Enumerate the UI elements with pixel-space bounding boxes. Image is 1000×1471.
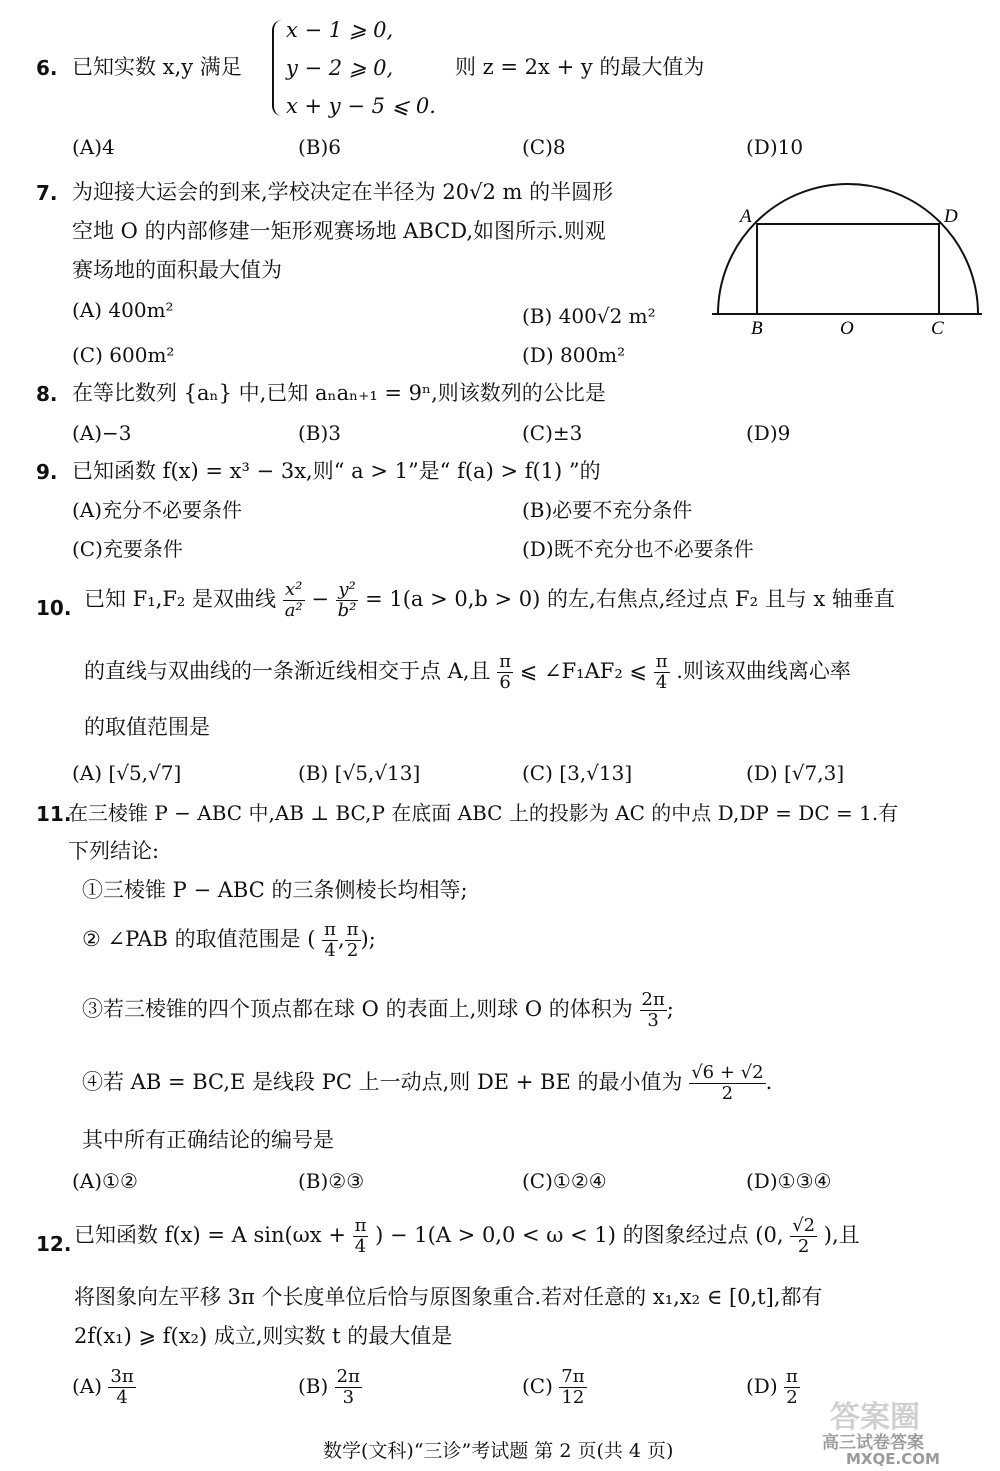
q10-number: 10. <box>36 596 72 620</box>
hyperbola-x-term: $\frac{\text{x²}}{\text{a²}}$ <box>284 579 303 621</box>
watermark-site: MXQE.COM <box>846 1450 940 1468</box>
option-a-fraction: $\frac{3\pi}{4}$ <box>110 1366 134 1408</box>
pi-over-2: $\frac{\pi}{2}$ <box>346 919 359 961</box>
q10-line-3: 的取值范围是 <box>84 715 210 739</box>
q6-option-d: (D)10 <box>746 135 804 159</box>
q12-line-2: 将图象向左平移 3π 个长度单位后恰与原图象重合.若对任意的 x₁,x₂ ∈ [0,t],都有 <box>74 1285 823 1309</box>
q7-option-b: (B) 400√2 m² <box>522 304 656 328</box>
label-a: A <box>740 206 752 227</box>
q7-line-3: 赛场地的面积最大值为 <box>72 258 282 282</box>
q7-option-a: (A) 400m² <box>72 298 174 322</box>
option-d-fraction: $\frac{\pi}{2}$ <box>786 1366 798 1408</box>
page-footer: 数学(文科)“三诊”考试题 第 2 页(共 4 页) <box>323 1440 674 1462</box>
q8-stem: 在等比数列 {aₙ} 中,已知 aₙaₙ₊₁ = 9ⁿ,则该数列的公比是 <box>72 381 606 405</box>
q6-number: 6. <box>36 56 58 80</box>
q12-line-3: 2f(x₁) ⩾ f(x₂) 成立,则实数 t 的最大值是 <box>74 1324 453 1348</box>
q9-option-d: (D)既不充分也不必要条件 <box>522 537 754 561</box>
label-c: C <box>931 318 944 339</box>
label-b: B <box>751 318 763 339</box>
q9-option-c: (C)充要条件 <box>72 537 183 561</box>
q11-option-a: (A)①② <box>72 1169 138 1193</box>
q6-option-a: (A)4 <box>72 135 115 159</box>
q7-line-1: 为迎接大运会的到来,学校决定在半径为 20√2 m 的半圆形 <box>72 180 614 204</box>
q6-stem: 已知实数 x,y 满足 <box>72 55 242 79</box>
q11-statement-1: ①三棱锥 P − ABC 的三条侧棱长均相等; <box>82 878 468 902</box>
q10-option-c: (C) [3,√13] <box>522 761 633 785</box>
q7-option-c: (C) 600m² <box>72 343 175 367</box>
q8-number: 8. <box>36 382 58 406</box>
q10-line-1 <box>84 580 895 621</box>
q10-option-a: (A) [√5,√7] <box>72 761 182 785</box>
min-value-fraction: $\frac{√6 + √2}{2}$ <box>691 1062 764 1104</box>
q6-option-c: (C)8 <box>522 135 566 159</box>
pi-over-6: $\frac{\pi}{6}$ <box>499 651 512 693</box>
q6-cond-3: x + y − 5 ⩽ 0. <box>286 94 436 118</box>
q10-line-2 <box>84 652 851 693</box>
q7-number: 7. <box>36 181 58 205</box>
q10-option-b: (B) [√5,√13] <box>298 761 421 785</box>
pi-over-4: $\frac{\pi}{4}$ <box>655 651 668 693</box>
q9-option-b: (B)必要不充分条件 <box>522 498 693 522</box>
q12-option-a: (A) $\frac{3\pi}{4}$ <box>72 1366 134 1408</box>
q11-option-d: (D)①③④ <box>746 1169 832 1193</box>
angle-range: ⩽ ∠F₁AF₂ ⩽ <box>519 658 648 683</box>
q11-line-2: 下列结论: <box>68 839 160 863</box>
q11-option-b: (B)②③ <box>298 1169 365 1193</box>
q12-line-1: 已知函数 f(x) = A sin(ωx + $\frac{\pi}{4}$ ) − 1(A > 0,0 < ω < 1) 的图象经过点 (0, $\frac{√2}{2}$ ),且 <box>74 1215 860 1257</box>
q12-option-d: (D) $\frac{\pi}{2}$ <box>746 1366 798 1408</box>
q6-option-b: (B)6 <box>298 135 342 159</box>
q6-cond-2: y − 2 ⩾ 0, <box>286 56 394 80</box>
sqrt2-over-2: $\frac{√2}{2}$ <box>792 1215 816 1257</box>
q11-number: 11. <box>36 802 72 826</box>
q12-option-c: (C) $\frac{7\pi}{12}$ <box>522 1366 585 1408</box>
q11-option-c: (C)①②④ <box>522 1169 607 1193</box>
q10-line-1a: 已知 F₁,F₂ 是双曲线 <box>84 586 277 611</box>
q11-statement-2: ② ∠PAB 的取值范围是 ( $\frac{\pi}{4}$ , $\frac{\pi}{2}$ ); <box>82 919 376 961</box>
label-d: D <box>944 206 958 227</box>
minus-sign: − <box>311 586 329 611</box>
rectangle-abcd <box>757 224 939 314</box>
q9-option-a: (A)充分不必要条件 <box>72 498 243 522</box>
option-b-fraction: $\frac{2\pi}{3}$ <box>336 1366 360 1408</box>
q11-statement-4: ④若 AB = BC,E 是线段 PC 上一动点,则 DE + BE 的最小值为 $\frac{√6 + √2}{2}$ . <box>82 1062 773 1104</box>
q6-brace <box>272 20 286 116</box>
q8-option-a: (A)−3 <box>72 421 132 445</box>
q11-line-1: 在三棱锥 P − ABC 中,AB ⊥ BC,P 在底面 ABC 上的投影为 AC 的中点 D,DP = DC = 1.有 <box>68 801 899 825</box>
hyperbola-y-term: $\frac{\text{y²}}{\text{b²}}$ <box>337 579 357 621</box>
option-c-fraction: $\frac{7\pi}{12}$ <box>561 1366 585 1408</box>
semicircle-figure <box>706 172 990 342</box>
q10-option-d: (D) [√7,3] <box>746 761 845 785</box>
q6-cond-1: x − 1 ⩾ 0, <box>286 18 394 42</box>
q12-number: 12. <box>36 1232 72 1256</box>
pi-over-4: $\frac{\pi}{4}$ <box>354 1215 367 1257</box>
q8-option-c: (C)±3 <box>522 421 583 445</box>
q6-ask: 则 z = 2x + y 的最大值为 <box>455 55 705 79</box>
q8-option-b: (B)3 <box>298 421 342 445</box>
q11-statement-3: ③若三棱锥的四个顶点都在球 O 的表面上,则球 O 的体积为 $\frac{2\pi}{3}$ ; <box>82 989 674 1031</box>
q9-number: 9. <box>36 460 58 484</box>
label-o: O <box>840 318 854 339</box>
watermark-title: 高三试卷答案 <box>822 1433 924 1453</box>
q8-option-d: (D)9 <box>746 421 791 445</box>
pi-over-4: $\frac{\pi}{4}$ <box>324 919 336 961</box>
q12-option-b: (B) $\frac{2\pi}{3}$ <box>298 1366 360 1408</box>
q7-line-2: 空地 O 的内部修建一矩形观赛场地 ABCD,如图所示.则观 <box>72 219 606 243</box>
watermark-logo: 答案圈 <box>830 1400 920 1435</box>
two-pi-over-3: $\frac{2\pi}{3}$ <box>641 989 665 1031</box>
q9-stem: 已知函数 f(x) = x³ − 3x,则“ a > 1”是“ f(a) > f(1) ”的 <box>72 459 601 483</box>
q10-line-1b: = 1(a > 0,b > 0) 的左,右焦点,经过点 F₂ 且与 x 轴垂直 <box>365 586 895 611</box>
q11-ask: 其中所有正确结论的编号是 <box>82 1128 334 1152</box>
q10-line-2b: .则该双曲线离心率 <box>676 658 851 683</box>
q10-line-2a: 的直线与双曲线的一条渐近线相交于点 A,且 <box>84 658 491 683</box>
q7-option-d: (D) 800m² <box>522 343 626 367</box>
